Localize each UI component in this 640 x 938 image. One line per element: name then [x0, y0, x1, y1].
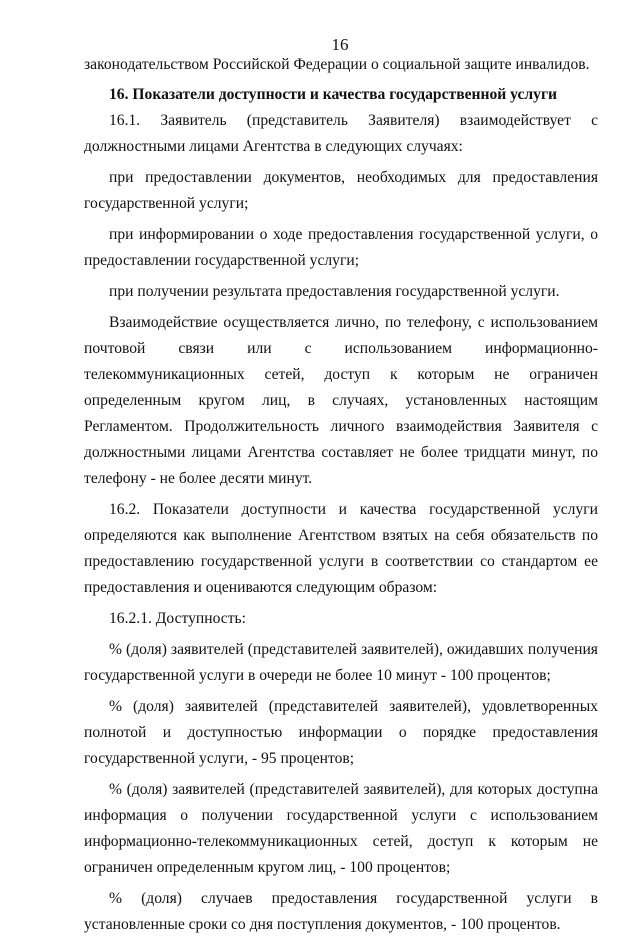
paragraph-case-result: при получении результата предоставления государственной услуги. — [109, 283, 560, 300]
paragraph-metric-deadlines: % (доля) случаев предоставления государственной услуги в установленные сроки со дня поступления документов, - 100 процентов. — [84, 890, 598, 933]
page-body — [84, 52, 598, 938]
paragraph-16-1: 16.1. Заявитель (представитель Заявителя) взаимодействует с должностными лицами Агентства в следующих случаях: — [84, 112, 598, 155]
paragraph-case-documents: при предоставлении документов, необходимых для предоставления государственной услуги; — [84, 169, 598, 212]
paragraph-interaction: Взаимодействие осуществляется лично, по телефону, с использованием почтовой связи или с использованием информационно-телекоммуникационных сетей, доступ к которым не ограничен определенным кругом лиц, в случаях, установленных настоящим Регламентом. Продолжительность личного взаимодействия Заявителя с должностными лицами Агентства составляет не более тридцати минут, по телефону - не более десяти минут. — [84, 314, 598, 487]
paragraph-case-informing: при информировании о ходе предоставления государственной услуги, о предоставлении государственной услуги; — [84, 226, 598, 269]
paragraph-continuation: законодательством Российской Федерации о социальной защите инвалидов. — [84, 56, 590, 73]
paragraph-metric-satisfaction: % (доля) заявителей (представителей заявителей), удовлетворенных полнотой и доступностью информации о порядке предоставления государственной услуги, - 95 процентов; — [84, 698, 598, 767]
paragraph-16-2: 16.2. Показатели доступности и качества государственной услуги определяются как выполнение Агентством взятых на себя обязательств по предоставлению государственной услуги в соответствии со стандартом ее предоставления и оцениваются следующим образом: — [84, 501, 598, 596]
paragraph-metric-online-info: % (доля) заявителей (представителей заявителей), для которых доступна информация о получении государственной услуги с использованием информационно-телекоммуникационных сетей, доступ к которым не ограничен определенным кругом лиц, - 100 процентов; — [84, 781, 598, 876]
page-number: 16 — [331, 35, 349, 54]
paragraph-16-2-1: 16.2.1. Доступность: — [109, 610, 246, 627]
paragraph-metric-queue: % (доля) заявителей (представителей заявителей), ожидавших получения государственной услуги в очереди не более 10 минут - 100 процентов; — [84, 641, 598, 684]
section-heading: 16. Показатели доступности и качества государственной услуги — [109, 86, 558, 103]
